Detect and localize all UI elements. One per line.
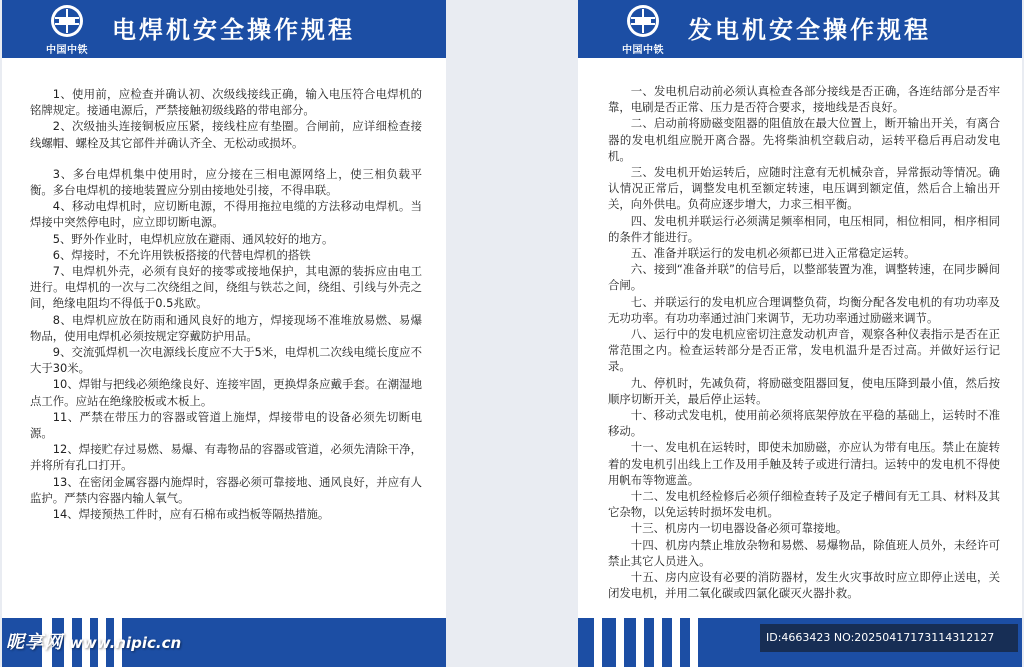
logo-text: 中国中铁 <box>46 45 88 56</box>
footer-stripes <box>578 618 698 667</box>
stripe <box>662 618 672 667</box>
rule-item: 八、运行中的发电机应密切注意发动机声音，观察各种仪表指示是否在正常范围之内。检查运转部分是否正常，发电机温升是否过高。并做好运行记录。 <box>608 327 1000 374</box>
rule-item: 四、发电机并联运行必须满足频率相同，电压相同，相位相同，相序相同的条件才能进行。 <box>608 213 1000 244</box>
rule-item: 十一、发电机在运转时，即使未加励磁，亦应认为带有电压。禁止在旋转着的发电机引出线上工作及用手触及转子或进行清扫。运转中的发电机不得使用帆布等物遮盖。 <box>608 440 1000 487</box>
rule-item: 12、焊接贮存过易燃、易爆、有毒物品的容器或管道，必须先清除干净，并将所有孔口打开。 <box>30 442 422 473</box>
left-panel <box>2 0 446 667</box>
right-panel <box>578 0 1022 667</box>
stripe <box>602 618 616 667</box>
rules-list <box>608 83 1000 602</box>
rules-list <box>30 86 422 522</box>
rule-item: 十四、机房内禁止堆放杂物和易燃、易爆物品，除值班人员外，未经许可禁止其它人员进入。 <box>608 537 1000 568</box>
rule-item: 五、准备并联运行的发电机必须都已进入正常稳定运转。 <box>630 246 916 261</box>
rule-item: 4、移动电焊机时，应切断电源，不得用拖拉电缆的方法移动电焊机。当焊接中突然停电时，应立即切断电源。 <box>30 199 422 230</box>
rule-item: 8、电焊机应放在防雨和通风良好的地方，焊接现场不准堆放易燃、易爆物品，使用电焊机必须按规定穿戴防护用品。 <box>30 312 422 343</box>
rule-item: 二、启动前将励磁变阻器的阻值放在最大位置上，断开输出开关，有离合器的发电机组应脱开离合器。先将柴油机空载启动，运转平稳后再启动发电机。 <box>608 116 1000 163</box>
rule-item: 13、在密闭金属容器内施焊时，容器必须可靠接地、通风良好，并应有人监护。严禁内容器内输人氧气。 <box>30 474 422 505</box>
stripe <box>624 618 636 667</box>
rule-item: 十三、机房内一切电器设备必须可靠接地。 <box>630 521 848 536</box>
left-header <box>2 0 446 58</box>
rule-item: 六、接到“准备并联”的信号后，以整部装置为准，调整转速，在同步瞬间合闸。 <box>608 262 1000 293</box>
page-title: 发电机安全操作规程 <box>688 16 931 44</box>
logo-text: 中国中铁 <box>622 45 664 56</box>
rule-item: 6、焊接时，不允许用铁板搭接的代替电焊机的搭铁 <box>52 247 311 262</box>
watermark-brand: 昵享网 <box>6 632 63 653</box>
rule-item: 11、严禁在带压力的容器或管道上施焊，焊接带电的设备必须先切断电源。 <box>30 409 422 441</box>
rule-item: 14、焊接预热工件时，应有石棉布或挡板等隔热措施。 <box>52 507 330 522</box>
watermark-url: www.nipic.cn <box>69 634 182 652</box>
image-id-label: ID:4663423 NO:20250417173114312127 <box>760 624 1018 652</box>
rule-item: 三、发电机开始运转后，应随时注意有无机械杂音，异常振动等情况。确认情况正常后，调整发电机至额定转速，电压调到额定值，然后合上输出开关，向外供电。负荷应逐步增大，力求三相平衡。 <box>608 165 1000 212</box>
rule-item: 9、交流弧焊机一次电源线长度应不大于5米，电焊机二次线电缆长度应不大于30米。 <box>30 345 422 376</box>
crec-logo <box>36 4 96 56</box>
rule-item: 10、焊钳与把线必须绝缘良好、连接牢固，更换焊条应戴手套。在潮湿地点工作。应站在绝缘胶板或木板上。 <box>30 377 422 408</box>
rule-item: 十二、发电机经检修后必须仔细检查转子及定子槽间有无工具、材料及其它杂物，以免运转时损坏发电机。 <box>608 489 1000 520</box>
crec-logo <box>612 4 672 56</box>
rule-item: 2、次级抽头连接铜板应压紧，接线柱应有垫圈。合闸前，应详细检查接线螺帽、螺栓及其它部件并确认齐全、无松动或损坏。 <box>30 119 422 150</box>
rule-item: 3、多台电焊机集中使用时，应分接在三相电源网络上，使三相负载平衡。多台电焊机的接地装置应分别由接地处引接，不得串联。 <box>30 166 422 198</box>
rule-item: 七、并联运行的发电机应合理调整负荷，均衡分配各发电机的有功功率及无功功率。有功功率通过油门来调节，无功功率通过励磁来调节。 <box>608 294 1000 325</box>
rule-item: 九、停机时，先减负荷，将励磁变阻器回复，使电压降到最小值，然后按顺序切断开关，最后停止运转。 <box>608 375 1000 406</box>
page-title: 电焊机安全操作规程 <box>112 16 355 44</box>
stripe <box>680 618 690 667</box>
stripe <box>578 618 594 667</box>
rule-item: 1、使用前，应检查并确认初、次级线接线正确，输入电压符合电焊机的铭牌规定。接通电源后，严禁接触初级线路的带电部分。 <box>30 87 422 118</box>
stripe <box>644 618 654 667</box>
watermark <box>6 628 181 656</box>
rule-item: 十、移动式发电机，使用前必须将底架停放在平稳的基础上，运转时不准移动。 <box>608 408 1000 439</box>
crec-logo-icon <box>626 4 660 38</box>
rule-item: 7、电焊机外壳，必须有良好的接零或接地保护，其电源的装拆应由电工进行。电焊机的一次与二次绕组之间，绕组与铁芯之间，绕组、引线与外壳之间，绝缘电阻均不得低于0.5兆欧。 <box>30 264 422 311</box>
rule-item: 一、发电机启动前必须认真检查各部分接线是否正确，各连结部分是否牢靠，电刷是否正常、压力是否符合要求，接地线是否良好。 <box>608 84 1000 115</box>
right-header <box>578 0 1022 58</box>
rule-item: 5、野外作业时，电焊机应放在避雨、通风较好的地方。 <box>52 231 334 246</box>
crec-logo-icon <box>50 4 84 38</box>
rule-item: 十五、房内应设有必要的消防器材，发生火灾事故时应立即停止送电，关闭发电机，并用二氧化碳或四氯化碳灭火器扑救。 <box>608 570 1000 601</box>
